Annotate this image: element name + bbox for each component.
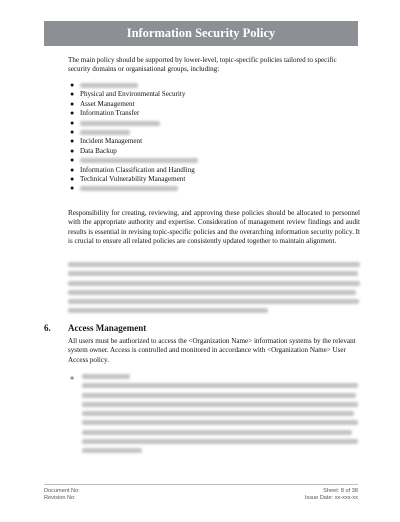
issue-date: Issue Date: xx-xxx-xx [304,495,358,502]
bullet-icon: ● [70,146,75,155]
redacted-line [82,402,358,407]
list-item-label: Technical Vulnerability Management [80,174,186,183]
list-item-label: Information Transfer [80,109,140,118]
footer-right [305,488,358,502]
list-item [70,184,310,193]
redacted-bullet [70,374,360,458]
list-item-label: Incident Management [80,137,143,146]
bullet-icon: ● [70,81,75,90]
list-item [70,81,310,90]
list-item-label: Asset Management [80,99,135,108]
list-item [70,109,310,118]
redacted-text [80,186,178,191]
redacted-line [68,271,358,276]
redacted-line [82,393,356,398]
list-item [70,166,310,175]
sheet-number: Sheet: 8 of 38 [323,488,358,494]
redacted-line [82,430,352,435]
footer-left [44,488,80,502]
redacted-line [82,411,354,416]
redacted-paragraph [68,262,360,318]
page-title-band [44,21,358,46]
access-paragraph: All users must be authorized to access the <Organization Name> information systems by the relevant system owner. Access is controlled and monitored in accordance with <Organization Name> User Access policy. [68,337,356,364]
section-title: Access Management [68,323,147,333]
bullet-icon: ● [70,156,75,165]
list-item [70,156,310,165]
page-title: Information Security Policy [126,26,276,40]
list-item-label: Information Classification and Handling [80,165,195,174]
list-item [70,147,310,156]
list-item-label: Physical and Environmental Security [80,90,186,99]
redacted-text [80,83,138,88]
list-item [70,175,310,184]
redacted-line [68,299,359,304]
redacted-line [68,281,360,286]
list-item [70,100,310,109]
document-number-label: Document No: [44,488,80,494]
list-item [70,119,310,128]
section-heading [44,323,344,333]
list-item-label: Data Backup [80,146,117,155]
bullet-icon: ● [70,374,75,382]
redacted-line [82,383,358,388]
bullet-icon: ● [70,137,75,146]
bullet-icon: ● [70,118,75,127]
redacted-text [80,121,160,126]
intro-paragraph: The main policy should be supported by lower-level, topic-specific policies tailored to specific security domains or organisational groups, including: [68,56,337,74]
footer-divider [44,484,358,485]
redacted-text [80,130,130,135]
section-number: 6. [44,323,51,333]
redacted-line [68,308,268,313]
bullet-icon: ● [70,184,75,193]
redacted-line [82,439,358,444]
bullet-icon: ● [70,174,75,183]
redacted-line [68,290,356,295]
redacted-line [82,448,142,453]
redacted-line [82,420,358,425]
bullet-icon: ● [70,165,75,174]
redacted-text [80,158,198,163]
list-item [70,137,310,146]
responsibility-paragraph: Responsibility for creating, reviewing, and approving these policies should be allocated to personnel with the appropriate authority and expertise. Consideration of management review findings and audit results is essential in revising topic-specific policies and the overarching information security policy. It is crucial to ensure all related policies are consistently updated together to maintain alignment. [68,209,360,245]
bullet-icon: ● [70,109,75,118]
bullet-icon: ● [70,90,75,99]
redacted-line [82,374,130,379]
list-item [70,128,310,137]
topic-policy-list [70,81,310,194]
bullet-icon: ● [70,128,75,136]
bullet-icon: ● [70,99,75,108]
revision-number-label: Revision No: [44,495,76,502]
redacted-line [68,262,360,267]
list-item [70,90,310,99]
